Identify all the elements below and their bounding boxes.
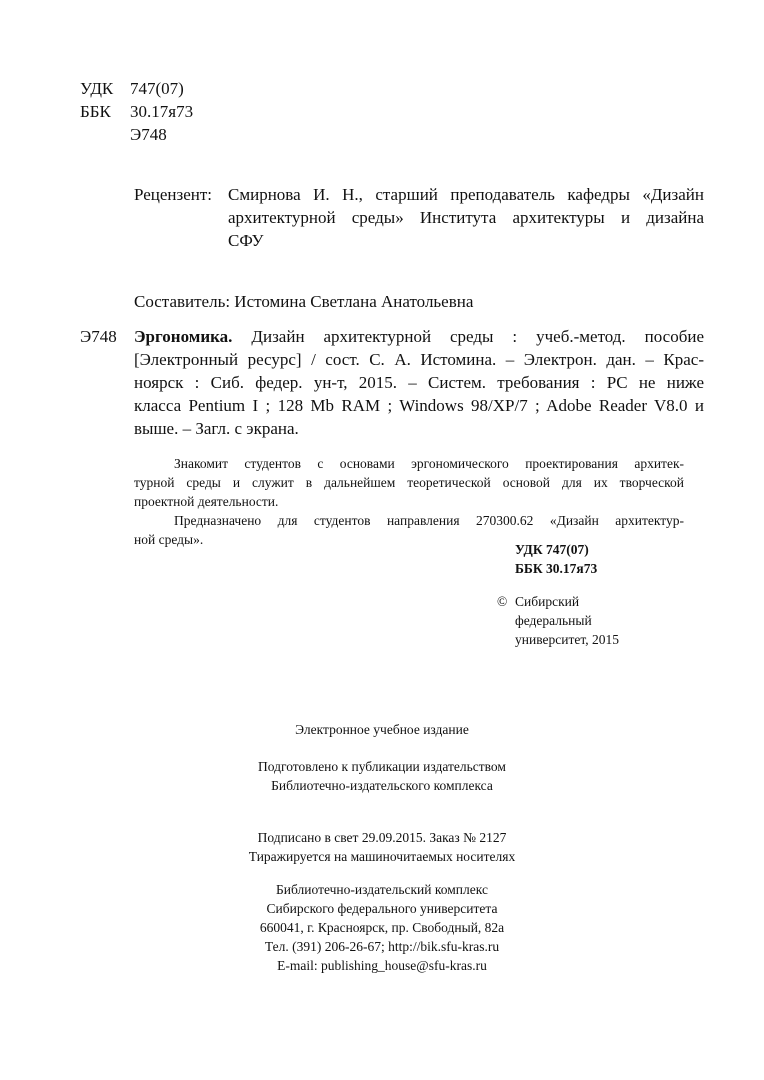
- annotation-line: Предназначено для студентов направления 270300.62 «Дизайн архитектур-: [174, 513, 684, 528]
- copyright-symbol: ©: [497, 594, 508, 609]
- reviewer-label: Рецензент:: [134, 185, 213, 204]
- annotation-line: ной среды».: [134, 532, 204, 547]
- annotation: [134, 454, 684, 549]
- reviewer-line: Смирнова И. Н., старший преподаватель кафедры «Дизайн: [228, 185, 704, 204]
- annotation-line: проектной деятельности.: [134, 494, 279, 509]
- prepared-line: Библиотечно-издательского комплекса: [271, 778, 493, 793]
- copyright-holder: [515, 592, 619, 649]
- copyright-line: федеральный: [515, 613, 592, 628]
- bbk-row: [80, 100, 193, 123]
- publisher-address: 660041, г. Красноярск, пр. Свободный, 82а: [259, 920, 505, 935]
- udk-footer-row: УДК 747(07): [515, 542, 589, 557]
- copyright-line: Сибирский: [515, 594, 580, 609]
- prepared-by: [0, 757, 764, 795]
- udk-label: УДК: [80, 79, 114, 98]
- annotation-line: турной среды и служит в дальнейшем теоретической основой для их творческой: [134, 475, 684, 490]
- publication-info: [0, 828, 764, 866]
- publisher-line: Сибирского федерального университета: [266, 901, 498, 916]
- udk-row: [80, 77, 193, 100]
- biblio-line: выше. – Загл. с экрана.: [134, 419, 299, 438]
- bbk-footer-row: ББК 30.17я73: [515, 561, 598, 576]
- udk-bbk-header: [80, 77, 193, 146]
- udk-bbk-footer: [515, 540, 597, 578]
- biblio-line1-rest: Дизайн архитектурной среды : учеб.-метод. пособие: [232, 327, 704, 346]
- compiler-line: Составитель: Истомина Светлана Анатольевна: [134, 292, 474, 311]
- biblio-title: Эргономика.: [134, 327, 233, 346]
- biblio-line: ноярск : Сиб. федер. ун-т, 2015. – Систем. требования : PC не ниже: [134, 373, 704, 392]
- edition-line: Электронное учебное издание: [295, 722, 469, 737]
- publisher-line: Библиотечно-издательский комплекс: [276, 882, 488, 897]
- biblio-code: Э748: [80, 327, 117, 346]
- edition-type: [0, 720, 764, 739]
- author-mark: Э748: [130, 125, 167, 144]
- publisher-contacts: [0, 880, 764, 975]
- bibliographic-entry: [134, 325, 704, 440]
- copyright-line: университет, 2015: [515, 632, 619, 647]
- biblio-line: класса Pentium I ; 128 Mb RAM ; Windows 98/XP/7 ; Adobe Reader V8.0 и: [134, 396, 704, 415]
- signed-line: Подписано в свет 29.09.2015. Заказ № 2127: [257, 830, 507, 845]
- publisher-phone: Тел. (391) 206-26-67; http://bik.sfu-kras.ru: [264, 939, 500, 954]
- udk-value: 747(07): [130, 79, 184, 98]
- biblio-line: [Электронный ресурс] / сост. С. А. Истомина. – Электрон. дан. – Крас-: [134, 350, 704, 369]
- prepared-line: Подготовлено к публикации издательством: [258, 759, 506, 774]
- publisher-email: E-mail: publishing_house@sfu-kras.ru: [277, 958, 487, 973]
- annotation-line: Знакомит студентов с основами эргономического проектирования архитек-: [174, 456, 684, 471]
- reviewer-line: СФУ: [228, 231, 264, 250]
- bbk-label: ББК: [80, 102, 111, 121]
- bbk-value: 30.17я73: [130, 102, 194, 121]
- reviewer-text: [228, 183, 704, 252]
- reviewer-line: архитектурной среды» Института архитектуры и дизайна: [228, 208, 704, 227]
- biblio-line: [134, 325, 704, 348]
- signed-line: Тиражируется на машиночитаемых носителях: [248, 849, 516, 864]
